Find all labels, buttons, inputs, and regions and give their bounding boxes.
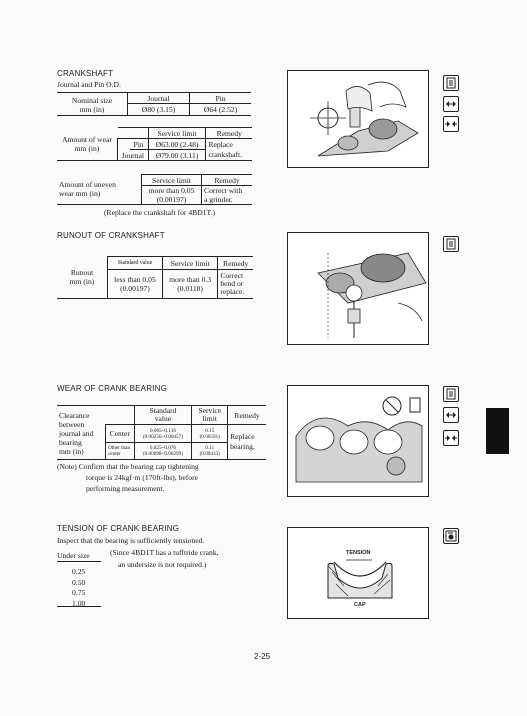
tension-label: TENSION	[346, 550, 371, 556]
adjust-icon-bearing	[443, 430, 459, 446]
center-standard-inch: (0.00256~0.00457)	[142, 433, 183, 440]
subheading-journal-pin: Journal and Pin O.D.	[57, 80, 121, 89]
other-limit-inch: (0.00433)	[199, 451, 220, 457]
pin-nominal-value: Ø64 (2.52)	[190, 104, 251, 116]
bearing-remedy-2: bearing.	[230, 442, 255, 451]
bearing-note	[57, 461, 272, 494]
clearance-label-4: bearing	[59, 437, 82, 447]
section-heading-tension: TENSION OF CRANK BEARING	[57, 524, 180, 533]
bearing-clearance-illustration	[288, 386, 428, 496]
amount-of-wear-table	[57, 127, 252, 161]
service-manual-icon	[443, 75, 459, 91]
other-standard-inch: (0.00098~0.00299)	[142, 451, 183, 457]
wear-pin-label: Pin	[130, 139, 149, 150]
runout-label: Runout	[70, 268, 94, 278]
bearing-remedy-1: Replace	[230, 432, 255, 441]
uneven-limit-inch: (0.00197)	[142, 195, 202, 205]
wear-pin-limit: Ø63.00 (2.48)	[148, 139, 206, 150]
bearing-standard-header-2: value	[154, 414, 172, 423]
runout-standard-inch: (0.00197)	[120, 284, 150, 293]
bearing-note-line-3: performing measurement.	[86, 484, 165, 493]
under-size-item: 0.25	[72, 567, 86, 576]
under-size-header: Under size	[57, 551, 101, 562]
runout-measurement-illustration	[288, 233, 428, 344]
section-heading-crankshaft: CRANKSHAFT	[57, 69, 114, 78]
clearance-label-5: mm (in)	[59, 446, 84, 456]
clearance-label-3: journal and	[59, 428, 94, 438]
other-than-label: Other than	[108, 445, 131, 451]
other-limit-value: 0.11	[205, 445, 215, 451]
wear-service-limit-header: Service limit	[148, 128, 206, 139]
adjust-icon	[443, 116, 459, 132]
tension-instruction: Inspect that the bearing is sufficiently tensioned.	[57, 536, 205, 545]
under-size-bottom-rule	[57, 606, 101, 607]
runout-dial-gauge-figure	[287, 232, 429, 345]
wear-remedy-2: crankshaft.	[206, 150, 252, 161]
runout-remedy-3: replace.	[220, 287, 245, 296]
under-size-item: 0.75	[72, 588, 86, 597]
under-size-list	[72, 567, 85, 609]
center-limit-inch: (0.00591)	[199, 433, 220, 440]
journal-nominal-value: Ø80 (3.15)	[128, 104, 190, 116]
uneven-remedy-1: Correct with	[202, 186, 252, 196]
nominal-label: Nominal size	[71, 96, 113, 105]
uneven-wear-table	[57, 174, 252, 205]
uneven-label: Amount of uneven	[59, 180, 116, 190]
runout-table	[57, 256, 253, 299]
other-standard-value: 0.025~0.076	[149, 445, 177, 451]
bearing-tension-figure	[287, 527, 429, 619]
section-heading-runout: RUNOUT OF CRANKSHAFT	[57, 231, 165, 240]
nominal-unit: mm (in)	[79, 105, 105, 114]
pin-header: Pin	[190, 93, 251, 104]
crankshaft-measurement-illustration	[288, 71, 428, 167]
journal-header: Journal	[128, 93, 190, 104]
wear-unit: mm (in)	[74, 143, 100, 153]
uneven-unit: wear mm (in)	[59, 189, 101, 199]
center-standard-value: 0.065~0.116	[149, 427, 176, 434]
crank-bearing-figure	[287, 385, 429, 497]
wear-journal-label: Journal	[118, 150, 149, 161]
bearing-standard-header-1: Standard	[149, 406, 177, 415]
under-size-item: 0.50	[72, 577, 86, 587]
tufftride-note	[110, 547, 219, 571]
runout-limit-inch: (0.0118)	[177, 284, 203, 293]
section-heading-crank-bearing: WEAR OF CRANK BEARING	[57, 384, 167, 393]
runout-standard-header: Standard value	[108, 257, 163, 270]
bearing-remedy-header: Remedy	[228, 406, 266, 425]
replace-note: (Replace the crankshaft for 4BD1T.)	[104, 208, 215, 217]
measure-icon	[443, 96, 459, 112]
uneven-remedy-header: Remedy	[202, 175, 252, 186]
runout-limit-value: more than 0.3	[169, 275, 212, 284]
service-manual-icon-bearing	[443, 386, 459, 402]
runout-unit: mm (in)	[69, 277, 95, 287]
wear-remedy-1: Replace	[206, 139, 252, 150]
uneven-remedy-2: a grinder.	[202, 195, 252, 205]
uneven-limit-value: more than 0.05	[142, 186, 202, 196]
uneven-service-limit-header: Service limit	[142, 175, 202, 186]
crankshaft-micrometer-figure	[287, 70, 429, 168]
service-manual-icon-runout	[443, 236, 459, 252]
journal-pin-od-table	[57, 92, 251, 116]
bearing-limit-header-1: Service	[198, 406, 222, 415]
measure-icon-bearing	[443, 407, 459, 423]
gauge-icon	[443, 528, 459, 544]
page-number: 2-25	[254, 652, 271, 661]
bearing-limit-header-2: limit	[202, 414, 217, 423]
cap-label: CAP	[354, 602, 366, 608]
clearance-label-2: between	[59, 419, 85, 429]
wear-label: Amount of wear	[62, 134, 112, 144]
runout-remedy-2: bend or	[220, 279, 244, 288]
runout-standard-value: less than 0.05	[114, 275, 156, 284]
tufftride-note-1: (Since 4BD1T has a tufftride crank,	[110, 548, 219, 557]
under-size-item: 1.00	[72, 598, 86, 608]
bearing-note-line-2: torque is 24kgf·m (170ft-lbs), before	[86, 473, 198, 482]
runout-service-limit-header: Service limit	[162, 257, 217, 270]
wear-journal-limit: Ø79.00 (3.11)	[148, 150, 206, 161]
section-thumb-tab	[486, 408, 509, 454]
crank-bearing-table	[57, 405, 266, 460]
clearance-label-1: Clearance	[59, 410, 90, 420]
center-label-2: center	[108, 451, 121, 457]
bearing-note-line-1: (Note) Confirm that the bearing cap tightening	[57, 462, 199, 471]
wear-remedy-header: Remedy	[206, 128, 252, 139]
center-limit-value: 0.15	[205, 427, 215, 434]
runout-remedy-header: Remedy	[218, 257, 253, 270]
runout-remedy-1: Correct	[220, 271, 244, 280]
tufftride-note-2: an undersize is not required.)	[118, 560, 207, 569]
bearing-center-label: Center	[106, 425, 135, 443]
